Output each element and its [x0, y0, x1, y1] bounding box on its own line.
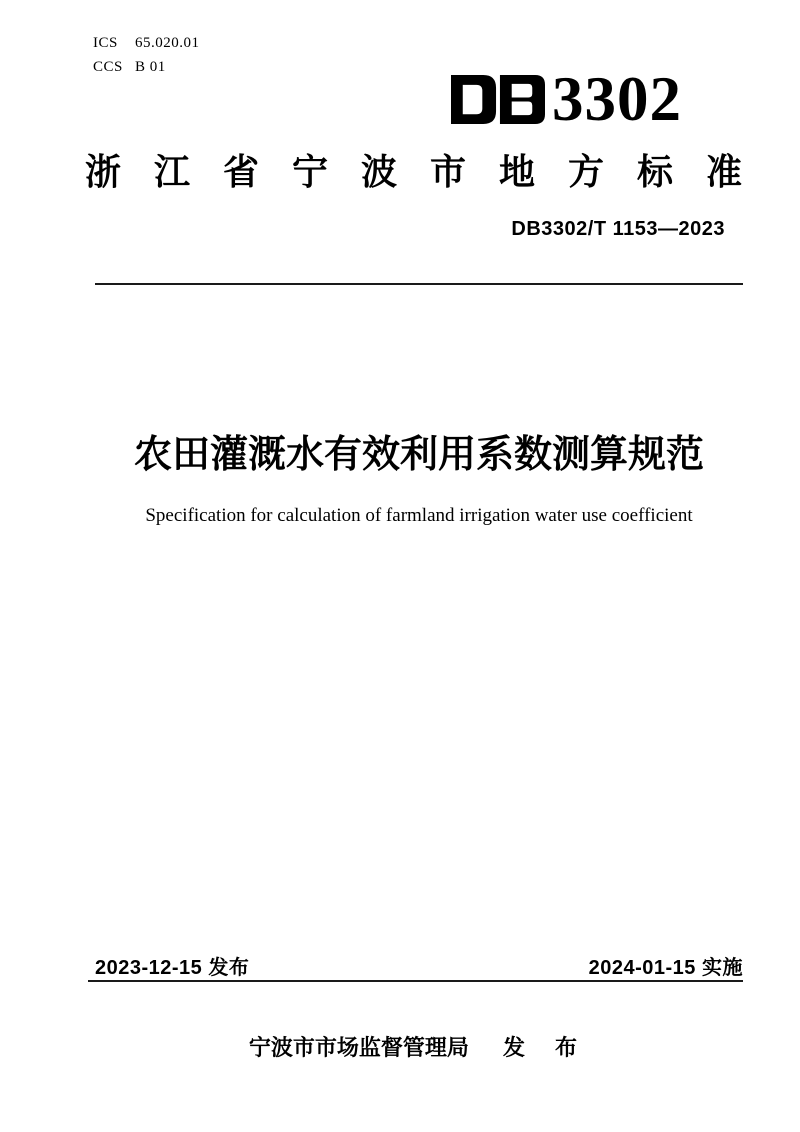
ccs-label: CCS [93, 59, 123, 75]
publisher-row [95, 1031, 743, 1062]
header-divider-rule [95, 283, 743, 285]
standard-code: DB3302/T 1153—2023 [511, 218, 725, 240]
implementation-label: 实施 [702, 957, 743, 979]
footer-divider-rule [88, 980, 743, 982]
ccs-line [93, 55, 200, 79]
issue-action: 发 布 [502, 1035, 590, 1060]
ics-line [93, 31, 200, 55]
ics-label: ICS [93, 35, 118, 51]
db-logo-number: 3302 [552, 64, 682, 134]
dates-row [95, 951, 743, 980]
document-title-chinese: 农田灌溉水有效利用系数测算规范 [133, 434, 704, 476]
release-label: 发布 [208, 957, 250, 979]
release-date: 2023-12-15 [95, 957, 203, 979]
document-title-english: Specification for calculation of farmland irrigation water use coefficient [145, 505, 693, 526]
db-standard-logo [451, 64, 682, 134]
classification-block [93, 31, 200, 79]
implementation-date-line [589, 951, 743, 980]
issuing-authority: 宁波市市场监督管理局 [248, 1035, 469, 1060]
ccs-code: B 01 [135, 59, 166, 75]
implementation-date: 2024-01-15 [588, 957, 696, 979]
standard-category-heading: 浙江省宁波市地方标准 [85, 151, 776, 192]
release-date-line [95, 951, 249, 980]
db-logo-icon [451, 74, 545, 125]
ics-code: 65.020.01 [135, 35, 200, 51]
